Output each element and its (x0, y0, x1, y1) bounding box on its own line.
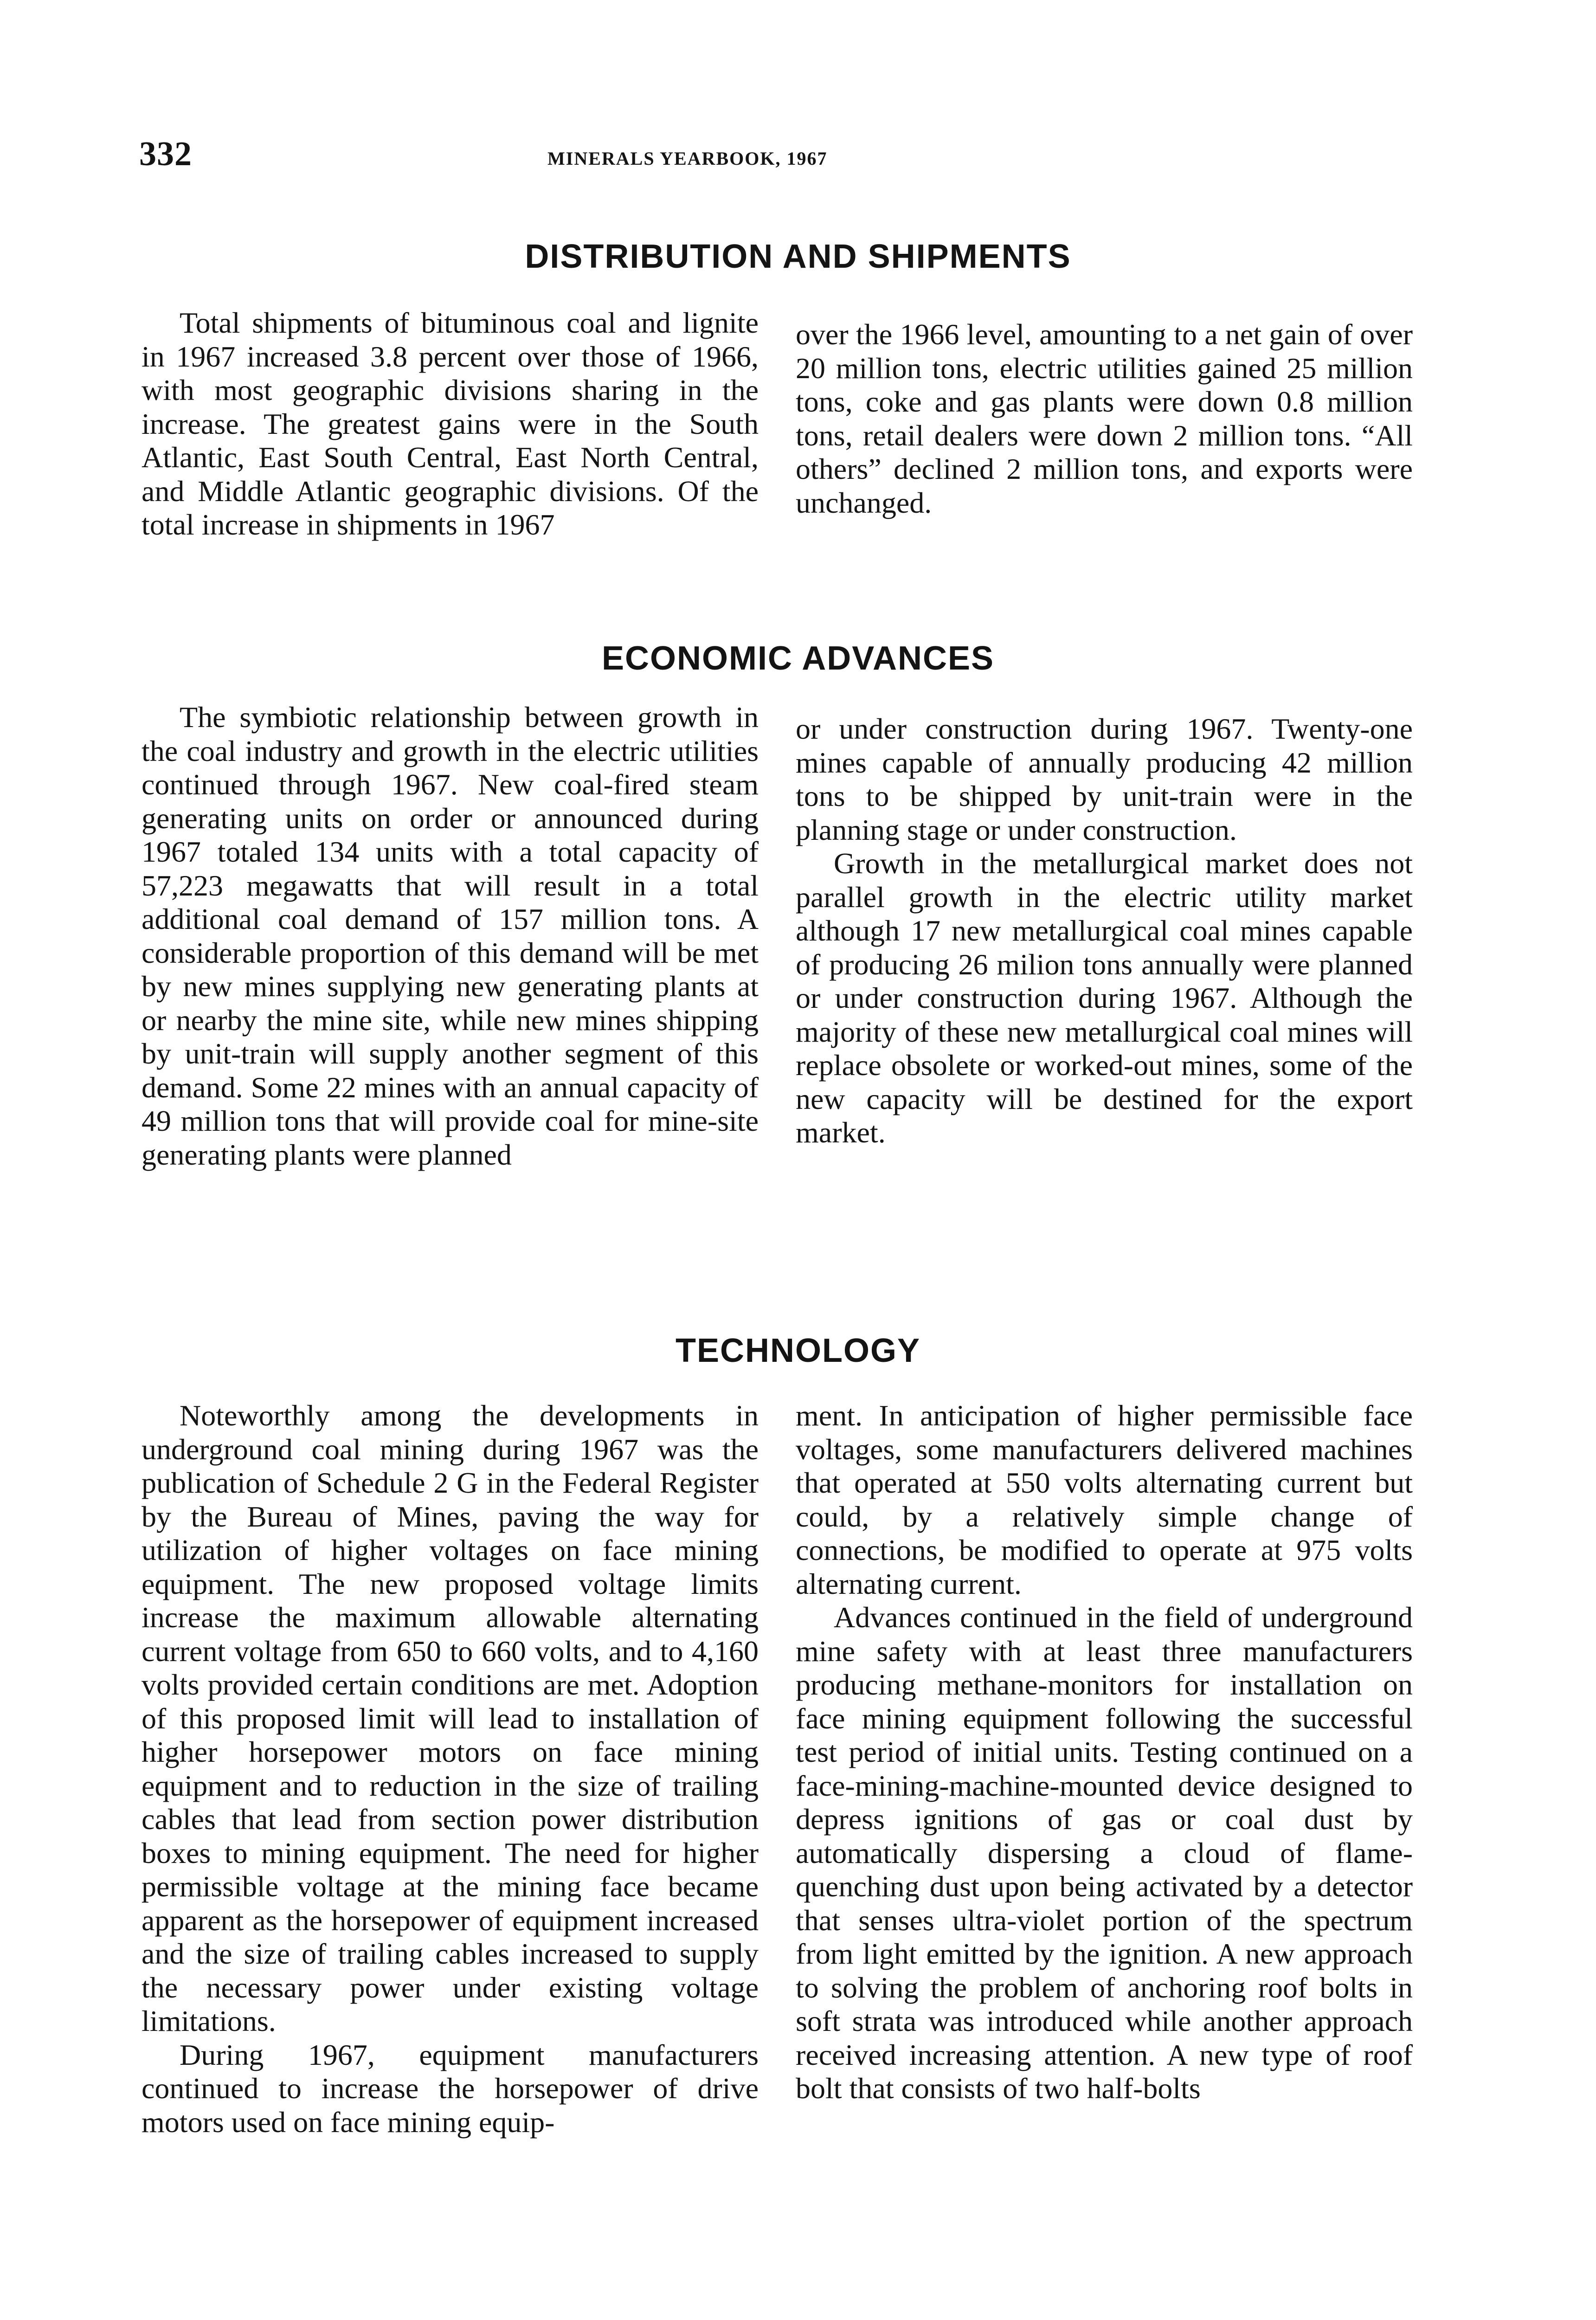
running-title: MINERALS YEARBOOK, 1967 (547, 148, 828, 169)
technology-paragraph-1: Noteworthly among the developments in underground coal mining during 1967 was the publication of Schedule 2 G in the Federal Register by the Bureau of Mines, paving the way for utilization of higher voltages on face mining equipment. The new proposed voltage limits increase the maximum allowable alternating current voltage from 650 to 660 volts, and to 4,160 volts provided certain conditions are met. Adoption of this proposed limit will lead to installation of higher horsepower motors on face mining equipment and to reduction in the size of trailing cables that lead from section power distribution boxes to mining equipment. The need for higher permissible voltage at the mining face became apparent as the horsepower of equipment increased and the size of trailing cables increased to supply the necessary power under existing voltage limitations. (142, 1399, 759, 2037)
economic-paragraph-2: or under construction during 1967. Twenty-one mines capable of annually producing 42 million tons to be shipped by unit-train were in the planning stage or under construction. (796, 712, 1413, 846)
distribution-paragraph-1: Total shipments of bituminous coal and lignite in 1967 increased 3.8 percent over those of 1966, with most geographic divisions sharing in the increase. The greatest gains were in the South Atlantic, East South Central, East North Central, and Middle Atlantic geographic divisions. Of the total increase in shipments in 1967 (142, 306, 759, 541)
distribution-left-column (142, 306, 759, 542)
section-heading-distribution: DISTRIBUTION AND SHIPMENTS (525, 238, 1071, 275)
economic-paragraph-3: Growth in the metallurgical market does not parallel growth in the electric utility market although 17 new metallurgical coal mines capable of producing 26 milion tons annually were planned or under construction during 1967. Although the majority of these new metallurgical coal mines will replace obsolete or worked-out mines, some of the new capacity will be destined for the export market. (796, 847, 1413, 1149)
technology-paragraph-3: ment. In anticipation of higher permissible face voltages, some manufacturers delivered machines that operated at 550 volts alternating current but could, by a relatively simple change of connections, be modified to operate at 975 volts alternating current. (796, 1399, 1413, 1600)
distribution-right-column (796, 318, 1413, 520)
economic-paragraph-1: The symbiotic relationship between growth in the coal industry and growth in the electric utilities continued through 1967. New coal-fired steam generating units on order or announced during 1967 totaled 134 units with a total capacity of 57,223 megawatts that will result in a total additional coal demand of 157 million tons. A considerable proportion of this demand will be met by new mines supplying new generating plants at or nearby the mine site, while new mines shipping by unit-train will supply another segment of this demand. Some 22 mines with an annual capacity of 49 million tons that will provide coal for mine-site generating plants were planned (142, 701, 759, 1171)
distribution-paragraph-2: over the 1966 level, amounting to a net gain of over 20 million tons, electric utilities gained 25 million tons, coke and gas plants were down 0.8 million tons, retail dealers were down 2 million tons. “All others” declined 2 million tons, and exports were unchanged. (796, 318, 1413, 519)
page-number: 332 (139, 135, 192, 173)
economic-right-column (796, 712, 1413, 1150)
economic-left-column (142, 701, 759, 1172)
technology-left-column (142, 1399, 759, 2139)
technology-paragraph-4: Advances continued in the field of underground mine safety with at least three manufacturers producing methane-monitors for installation on face mining equipment following the successful test period of initial units. Testing continued on a face-mining-machine-mounted device designed to depress ignitions of gas or coal dust by automatically dispersing a cloud of flame-quenching dust upon being activated by a detector that senses ultra-violet portion of the spectrum from light emitted by the ignition. A new approach to solving the problem of anchoring roof bolts in soft strata was introduced while another approach received increasing attention. A new type of roof bolt that consists of two half-bolts (796, 1601, 1413, 2105)
section-heading-technology: TECHNOLOGY (675, 1332, 920, 1369)
technology-paragraph-2: During 1967, equipment manufacturers continued to increase the horsepower of drive motors used on face mining equip- (142, 2038, 759, 2139)
technology-right-column (796, 1399, 1413, 2106)
section-heading-economic: ECONOMIC ADVANCES (601, 640, 995, 677)
